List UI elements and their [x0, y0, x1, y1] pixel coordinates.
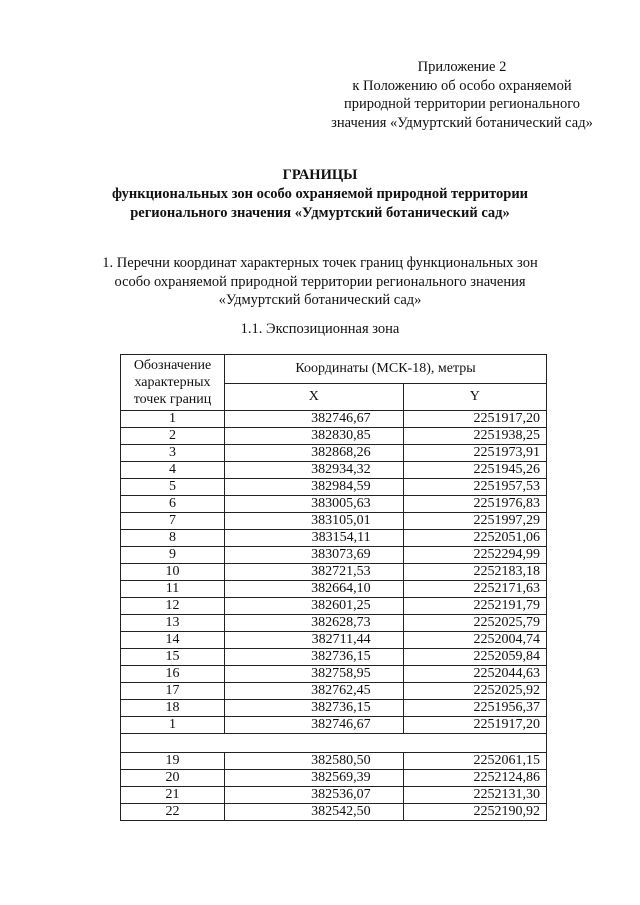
gap-cell — [121, 734, 547, 753]
x-cell: 382628,73 — [225, 615, 404, 632]
y-cell: 2251976,83 — [403, 496, 546, 513]
document-title — [0, 166, 640, 223]
y-cell: 2252294,99 — [403, 547, 546, 564]
x-cell: 382536,07 — [225, 787, 404, 804]
point-cell: 16 — [121, 666, 225, 683]
table-row — [121, 683, 547, 700]
table-row — [121, 717, 547, 734]
section-line: «Удмуртский ботанический сад» — [218, 292, 422, 308]
x-cell: 382746,67 — [225, 411, 404, 428]
gap-row — [121, 734, 547, 753]
section-heading — [0, 254, 640, 310]
appendix-line: природной территории регионального — [343, 96, 581, 112]
x-cell: 382736,15 — [225, 649, 404, 666]
x-cell: 382542,50 — [225, 804, 404, 821]
y-cell: 2251973,91 — [403, 445, 546, 462]
point-cell: 6 — [121, 496, 225, 513]
x-cell: 382601,25 — [225, 598, 404, 615]
subsection-heading: 1.1. Экспозиционная зона — [240, 321, 400, 337]
point-cell: 14 — [121, 632, 225, 649]
table-row — [121, 649, 547, 666]
appendix-line: значения «Удмуртский ботанический сад» — [331, 114, 593, 131]
point-cell: 15 — [121, 649, 225, 666]
table-row — [121, 547, 547, 564]
header-x: X — [225, 384, 404, 411]
table-row — [121, 632, 547, 649]
title-line: функциональных зон особо охраняемой природной территории — [111, 186, 529, 202]
table-row — [121, 598, 547, 615]
y-cell: 2252059,84 — [403, 649, 546, 666]
x-cell: 383154,11 — [225, 530, 404, 547]
point-cell: 7 — [121, 513, 225, 530]
table-row — [121, 770, 547, 787]
x-cell: 382746,67 — [225, 717, 404, 734]
table-body-b — [121, 753, 547, 821]
point-cell: 5 — [121, 479, 225, 496]
y-cell: 2251938,25 — [403, 428, 546, 445]
table-row — [121, 700, 547, 717]
x-cell: 382736,15 — [225, 700, 404, 717]
y-cell: 2252183,18 — [403, 564, 546, 581]
x-cell: 382664,10 — [225, 581, 404, 598]
point-cell: 21 — [121, 787, 225, 804]
table-row — [121, 428, 547, 445]
point-cell: 1 — [121, 411, 225, 428]
table-row — [121, 445, 547, 462]
y-cell: 2252171,63 — [403, 581, 546, 598]
appendix-line: к Положению об особо охраняемой — [352, 77, 572, 94]
y-cell: 2251945,26 — [403, 462, 546, 479]
table-row — [121, 411, 547, 428]
y-cell: 2252124,86 — [403, 770, 546, 787]
table-row — [121, 615, 547, 632]
appendix-line: Приложение 2 — [417, 59, 507, 75]
title-line: регионального значения «Удмуртский ботанический сад» — [130, 205, 510, 221]
point-cell: 4 — [121, 462, 225, 479]
y-cell: 2251997,29 — [403, 513, 546, 530]
point-cell: 3 — [121, 445, 225, 462]
y-cell: 2252061,15 — [403, 753, 546, 770]
table-row — [121, 564, 547, 581]
x-cell: 382758,95 — [225, 666, 404, 683]
header-y: Y — [403, 384, 546, 411]
point-cell: 19 — [121, 753, 225, 770]
y-cell: 2252190,92 — [403, 804, 546, 821]
appendix-block — [312, 58, 612, 132]
point-cell: 2 — [121, 428, 225, 445]
table-row — [121, 753, 547, 770]
y-cell: 2252191,79 — [403, 598, 546, 615]
x-cell: 382934,32 — [225, 462, 404, 479]
y-cell: 2252131,30 — [403, 787, 546, 804]
title-line: ГРАНИЦЫ — [282, 167, 358, 183]
x-cell: 382868,26 — [225, 445, 404, 462]
table-row — [121, 513, 547, 530]
x-cell: 383105,01 — [225, 513, 404, 530]
table-row — [121, 479, 547, 496]
x-cell: 383005,63 — [225, 496, 404, 513]
y-cell: 2252044,63 — [403, 666, 546, 683]
section-line: 1. Перечни координат характерных точек границ функциональных зон — [102, 255, 538, 271]
point-cell: 17 — [121, 683, 225, 700]
table-row — [121, 787, 547, 804]
table-row — [121, 804, 547, 821]
table-row — [121, 496, 547, 513]
section-line: особо охраняемой природной территории регионального значения — [114, 273, 526, 290]
y-cell: 2251917,20 — [403, 717, 546, 734]
point-cell: 11 — [121, 581, 225, 598]
x-cell: 382830,85 — [225, 428, 404, 445]
header-coords: Координаты (МСК-18), метры — [225, 355, 547, 384]
y-cell: 2252025,92 — [403, 683, 546, 700]
point-cell: 1 — [121, 717, 225, 734]
x-cell: 383073,69 — [225, 547, 404, 564]
point-cell: 20 — [121, 770, 225, 787]
y-cell: 2251956,37 — [403, 700, 546, 717]
point-cell: 22 — [121, 804, 225, 821]
y-cell: 2252051,06 — [403, 530, 546, 547]
x-cell: 382762,45 — [225, 683, 404, 700]
point-cell: 12 — [121, 598, 225, 615]
x-cell: 382580,50 — [225, 753, 404, 770]
table-body-a — [121, 411, 547, 734]
y-cell: 2252004,74 — [403, 632, 546, 649]
point-cell: 8 — [121, 530, 225, 547]
table-row — [121, 530, 547, 547]
table-row — [121, 581, 547, 598]
coordinates-table — [120, 354, 547, 821]
x-cell: 382984,59 — [225, 479, 404, 496]
x-cell: 382711,44 — [225, 632, 404, 649]
point-cell: 13 — [121, 615, 225, 632]
y-cell: 2251957,53 — [403, 479, 546, 496]
table-row — [121, 462, 547, 479]
table-row — [121, 666, 547, 683]
point-cell: 9 — [121, 547, 225, 564]
x-cell: 382569,39 — [225, 770, 404, 787]
point-cell: 10 — [121, 564, 225, 581]
table-gap — [121, 734, 547, 753]
point-cell: 18 — [121, 700, 225, 717]
header-point: Обозначение характерных точек границ — [121, 355, 225, 411]
x-cell: 382721,53 — [225, 564, 404, 581]
y-cell: 2252025,79 — [403, 615, 546, 632]
y-cell: 2251917,20 — [403, 411, 546, 428]
